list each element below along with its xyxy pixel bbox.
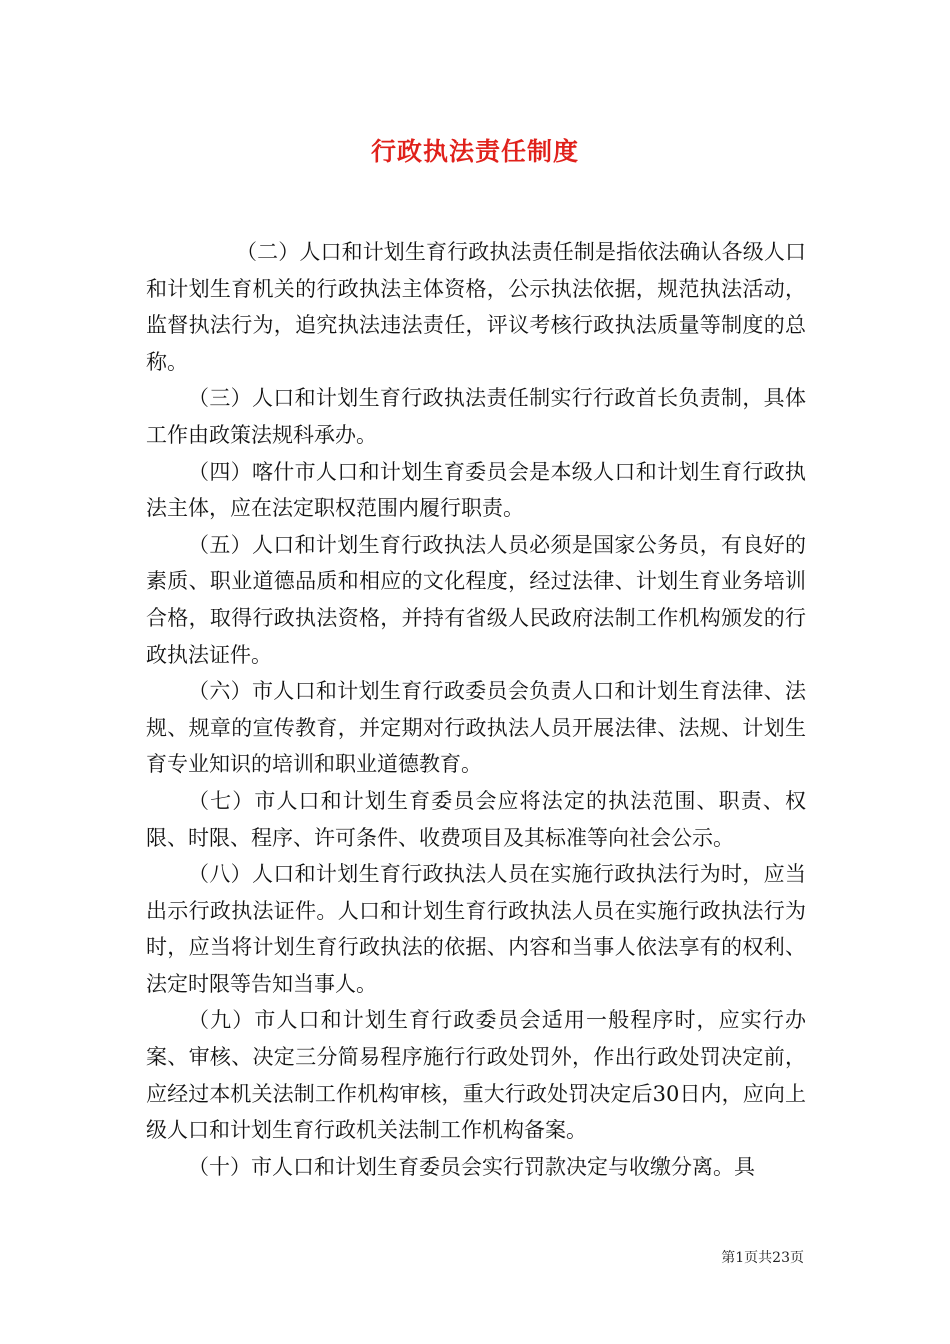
paragraph-4: （四）喀什市人口和计划生育委员会是本级人口和计划生育行政执法主体，应在法定职权范围内履行职责。 — [146, 459, 806, 521]
paragraph-6: （六）市人口和计划生育行政委员会负责人口和计划生育法律、法规、规章的宣传教育，并定期对行政执法人员开展法律、法规、计划生育专业知识的培训和职业道德教育。 — [146, 679, 806, 777]
paragraph-10: （十）市人口和计划生育委员会实行罚款决定与收缴分离。具 — [188, 1154, 755, 1179]
paragraph-5: （五）人口和计划生育行政执法人员必须是国家公务员，有良好的素质、职业道德品质和相应的文化程度，经过法律、计划生育业务培训合格，取得行政执法资格，并持有省级人民政府法制工作机构颁发的行政执法证件。 — [146, 532, 806, 667]
document-title: 行政执法责任制度 — [370, 137, 579, 166]
paragraph-8: （八）人口和计划生育行政执法人员在实施行政执法行为时，应当出示行政执法证件。人口和计划生育行政执法人员在实施行政执法行为时，应当将计划生育行政执法的依据、内容和当事人依法享有的权利、法定时限等告知当事人。 — [146, 862, 806, 996]
paragraph-2: （二）人口和计划生育行政执法责任制是指依法确认各级人口和计划生育机关的行政执法主体资格，公示执法依据，规范执法活动，监督执法行为，追究执法违法责任，评议考核行政执法质量等制度的总称。 — [146, 240, 806, 374]
page-indicator: 第1页共23页 — [721, 1250, 804, 1266]
paragraph-7: （七）市人口和计划生育委员会应将法定的执法范围、职责、权限、时限、程序、许可条件、收费项目及其标准等向社会公示。 — [146, 788, 806, 850]
paragraph-9: （九）市人口和计划生育行政委员会适用一般程序时，应实行办案、审核、决定三分简易程序施行行政处罚外，作出行政处罚决定前，应经过本机关法制工作机构审核，重大行政处罚决定后30日内，应向上级人口和计划生育行政机关法制工作机构备案。 — [146, 1008, 806, 1143]
document-body — [146, 234, 806, 1185]
paragraph-3: （三）人口和计划生育行政执法责任制实行行政首长负责制，具体工作由政策法规科承办。 — [146, 386, 806, 447]
